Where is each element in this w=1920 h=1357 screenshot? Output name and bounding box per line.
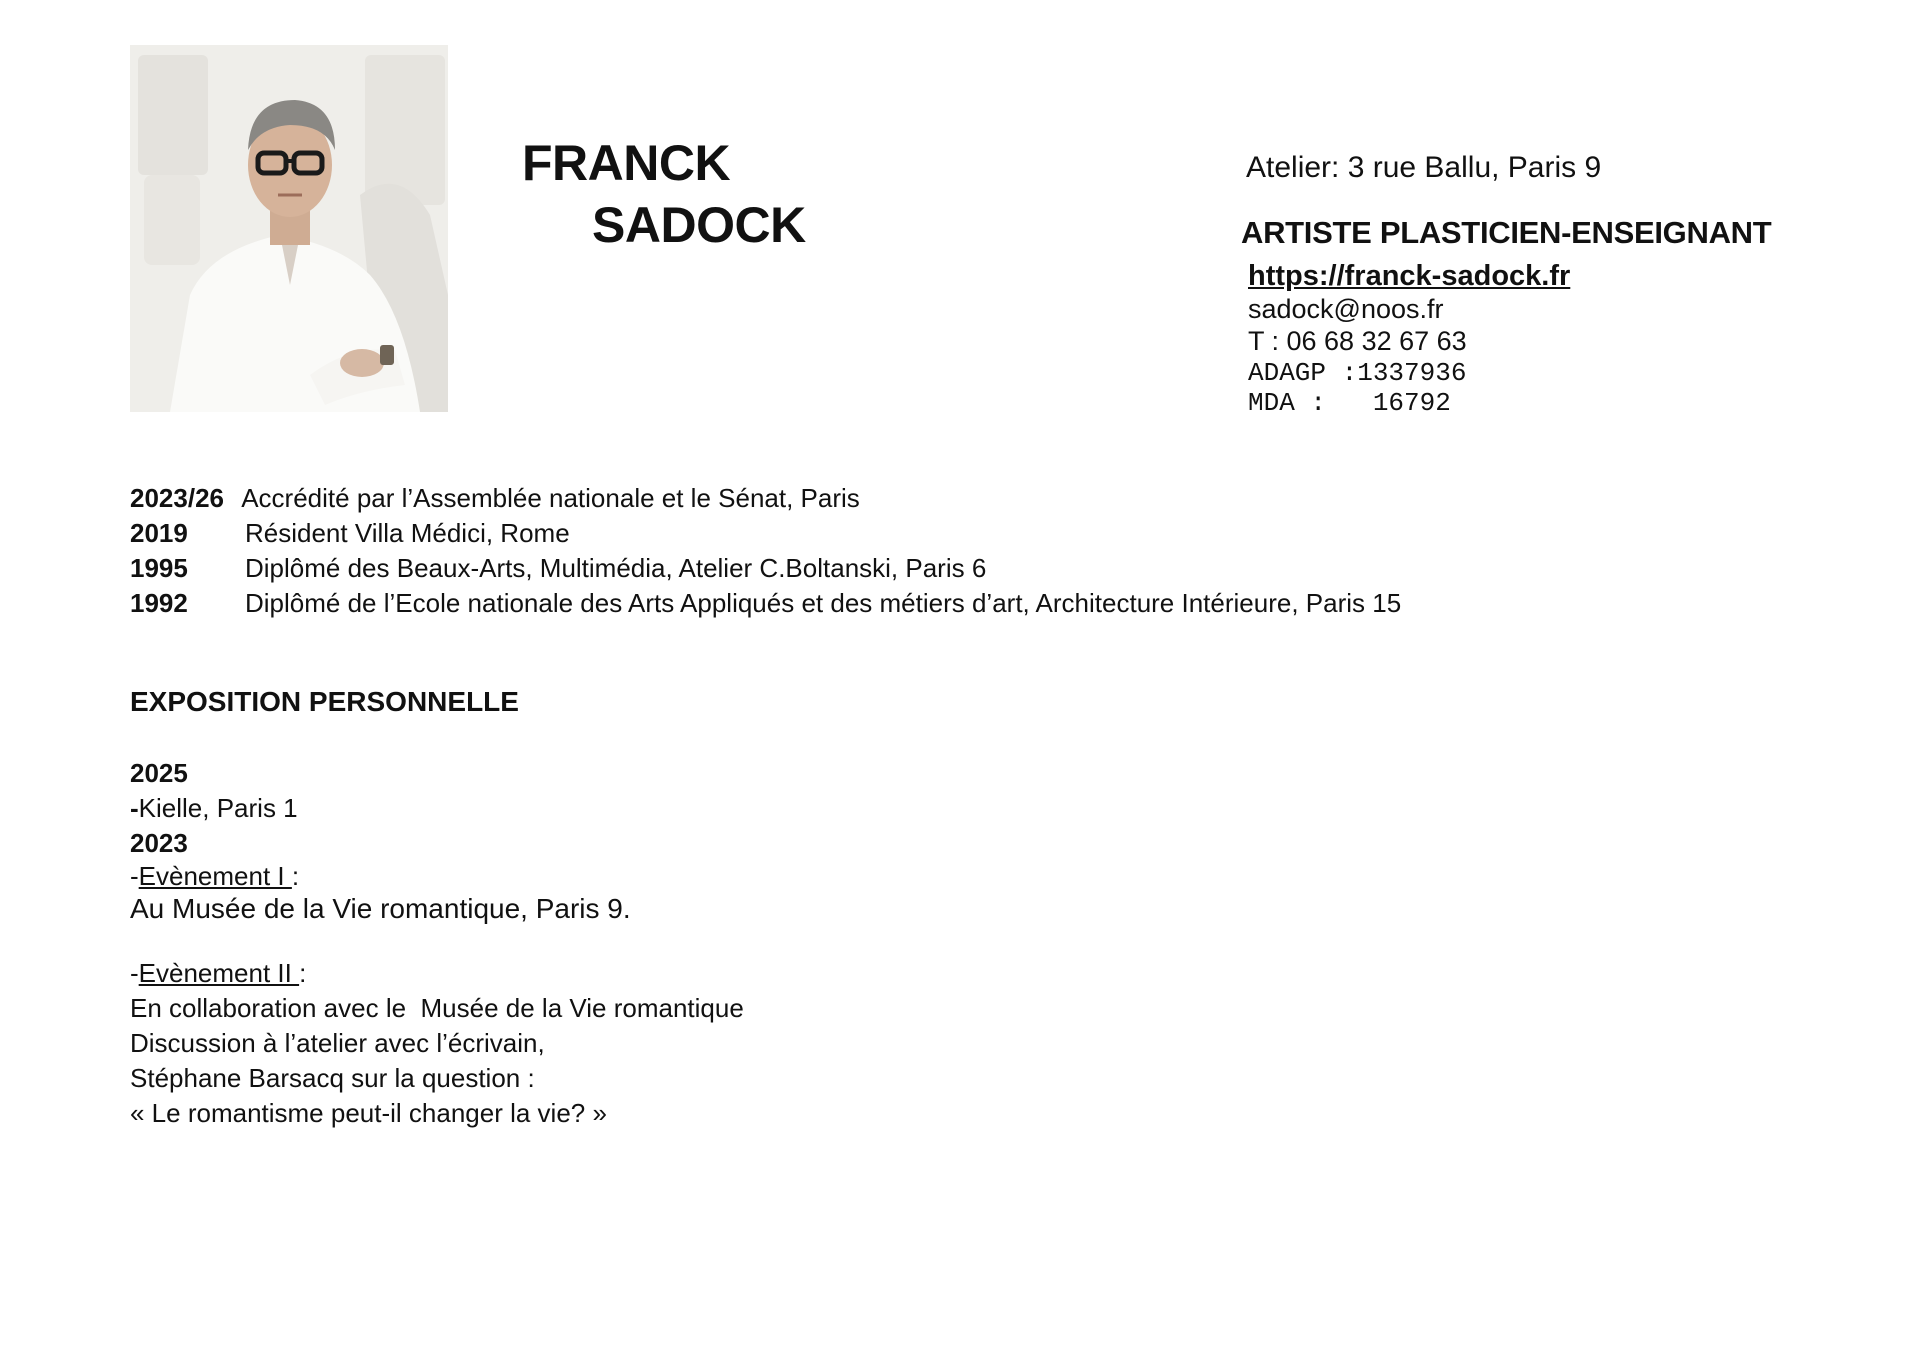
cv-entry xyxy=(130,553,987,584)
exhibition-year: 2023 xyxy=(130,828,188,858)
event-heading xyxy=(130,861,299,892)
cv-text: Accrédité par l’Assemblée nationale et le Sénat, Paris xyxy=(241,483,860,513)
event-description-line: « Le romantisme peut-il changer la vie? » xyxy=(130,1098,607,1128)
cv-year: 2023/26 xyxy=(130,483,224,513)
event-heading xyxy=(130,958,306,989)
atelier-address: Atelier: 3 rue Ballu, Paris 9 xyxy=(1246,151,1602,184)
cv-year: 1992 xyxy=(130,588,188,618)
event-label: Evènement II xyxy=(138,958,300,988)
cv-text: Diplômé des Beaux-Arts, Multimédia, Atelier C.Boltanski, Paris 6 xyxy=(245,553,987,583)
artist-role: ARTISTE PLASTICIEN-ENSEIGNANT xyxy=(1241,215,1772,250)
event-description-line: Stéphane Barsacq sur la question : xyxy=(130,1063,535,1093)
exhibition-year: 2025 xyxy=(130,758,188,788)
cv-entry xyxy=(130,518,570,549)
cv-text: Résident Villa Médici, Rome xyxy=(245,518,570,548)
event-colon: : xyxy=(299,958,307,988)
adagp-number: ADAGP :1337936 xyxy=(1248,358,1467,388)
artist-last-name: SADOCK xyxy=(592,197,806,253)
event-description-line: Discussion à l’atelier avec l’écrivain, xyxy=(130,1028,545,1058)
exhibition-item-text: Kielle, Paris 1 xyxy=(138,793,298,823)
cv-entry xyxy=(130,483,860,514)
event-description: Au Musée de la Vie romantique, Paris 9. xyxy=(130,893,631,924)
mda-number: MDA : 16792 xyxy=(1248,388,1451,418)
cv-year: 2019 xyxy=(130,518,188,548)
artist-portrait xyxy=(130,45,448,412)
website-link[interactable]: https://franck-sadock.fr xyxy=(1248,260,1571,292)
event-description-line: En collaboration avec le Musée de la Vie romantique xyxy=(130,993,744,1023)
cv-year: 1995 xyxy=(130,553,188,583)
artist-first-name: FRANCK xyxy=(522,135,731,191)
cv-entry xyxy=(130,588,1402,619)
list-dash: - xyxy=(130,958,139,988)
cv-text: Diplômé de l’Ecole nationale des Arts Appliqués et des métiers d’art, Architecture Intérieure, Paris 15 xyxy=(245,588,1402,618)
event-label: Evènement I xyxy=(138,861,292,891)
section-title: EXPOSITION PERSONNELLE xyxy=(130,686,519,717)
phone-number: T : 06 68 32 67 63 xyxy=(1248,326,1467,356)
list-dash: - xyxy=(130,861,139,891)
email-address: sadock@noos.fr xyxy=(1248,294,1444,324)
list-dash: - xyxy=(130,793,139,823)
event-colon: : xyxy=(291,861,300,891)
exhibition-item xyxy=(130,793,298,824)
